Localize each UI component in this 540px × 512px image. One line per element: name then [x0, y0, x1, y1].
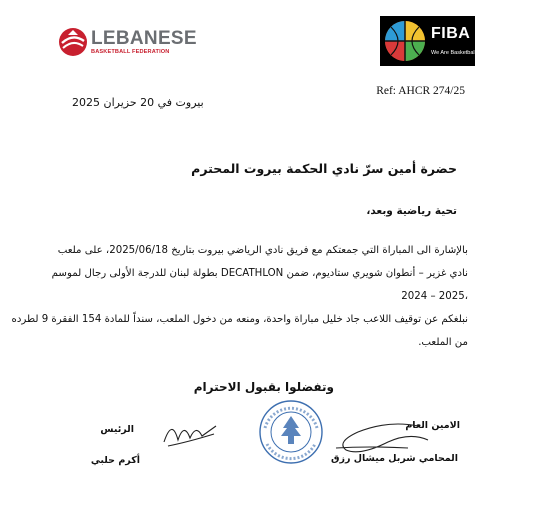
president-name: أكرم حلبي [90, 455, 140, 466]
paragraph-line: نادي غزير – أنطوان شويري ستاديوم، ضمن DECATHLON بطولة لبنان للدرجة الأولى رجال لموسم [51, 268, 468, 279]
federation-subtitle: BASKETBALL FEDERATION [91, 49, 170, 55]
president-title: الرئيس [100, 424, 134, 435]
paragraph-line: 2024 – 2025، [401, 291, 468, 302]
federation-emblem-icon [58, 27, 88, 57]
fiba-ball-icon [383, 19, 427, 63]
fiba-logo [380, 16, 475, 66]
letter-date: بيروت في 20 حزيران 2025 [72, 96, 204, 109]
federation-logo [58, 26, 197, 62]
fiba-tagline: We Are Basketball [431, 50, 476, 56]
paragraph-line: من الملعب. [418, 337, 468, 348]
secretary-name: المحامي شربل ميشال رزق [331, 453, 458, 464]
federation-name: LEBANESE [91, 28, 197, 49]
fiba-wordmark: FIBA [431, 25, 471, 42]
federation-stamp [257, 398, 325, 468]
greeting: تحية رياضية وبعد، [366, 205, 457, 217]
closing-line: وتفضلوا بقبول الاحترام [193, 380, 334, 394]
addressee: حضرة أمين سرّ نادي الحكمة بيروت المحترم [191, 161, 457, 176]
paragraph-line: نبلغكم عن توقيف اللاعب جاد خليل مباراة واحدة، ومنعه من دخول الملعب، سنداً للمادة 154 الفقرة 9 لطرده [11, 314, 468, 325]
president-signature [158, 412, 220, 452]
secretary-signature [318, 418, 438, 458]
secretary-title: الامين العام [405, 420, 460, 431]
reference-number: Ref: AHCR 274/25 [376, 85, 465, 97]
paragraph-line: بالإشارة الى المباراة التي جمعتكم مع فريق نادي الرياضي بيروت بتاريخ 2025/06/18، على ملعب [57, 245, 468, 256]
